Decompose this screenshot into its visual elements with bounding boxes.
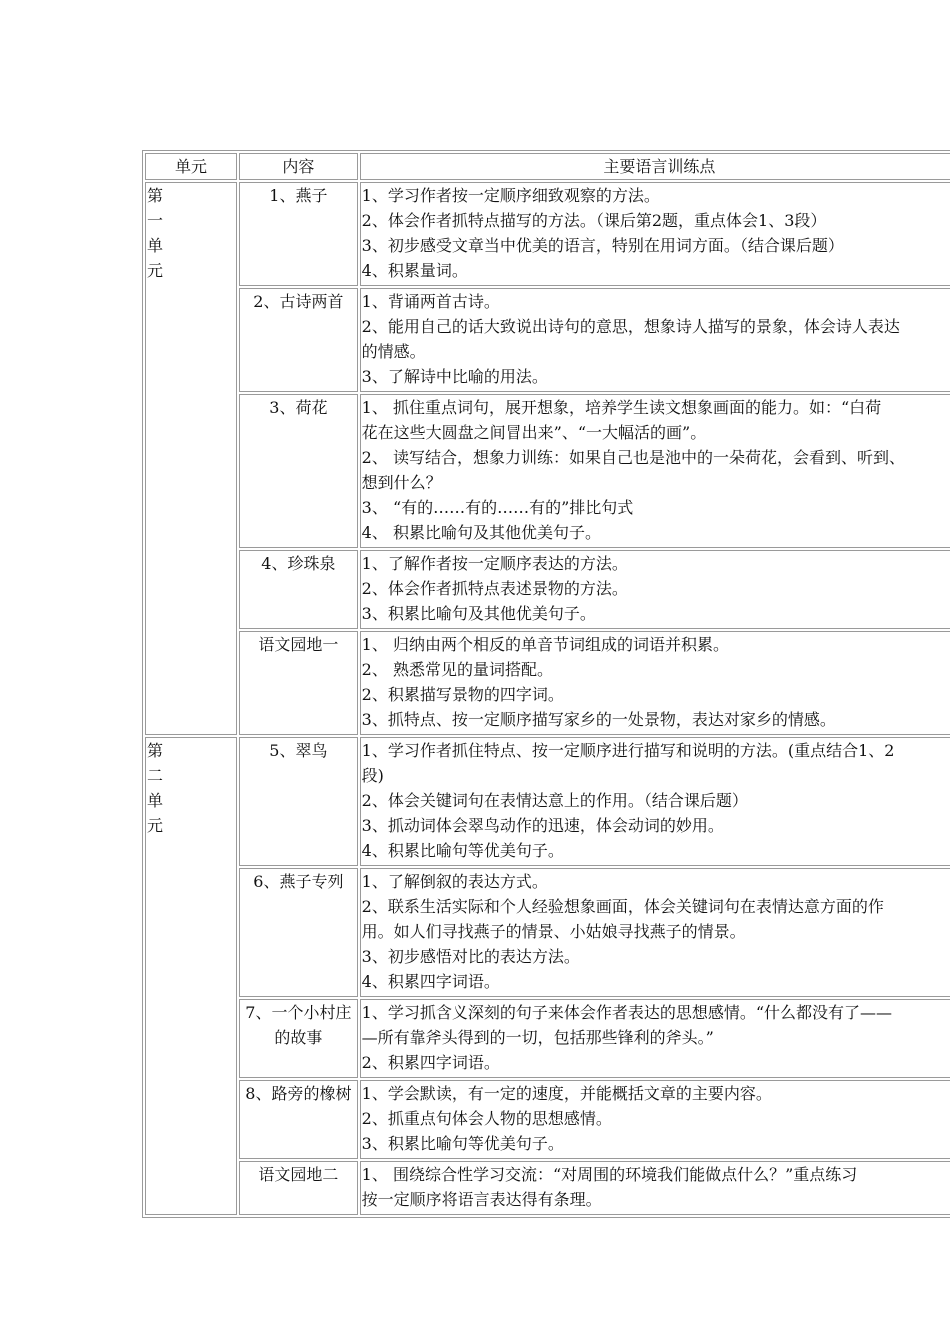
lesson-title: 2、古诗两首 xyxy=(253,292,344,311)
training-point-line: 1、学习抓含义深刻的句子来体会作者表达的思想感情。“什么都没有了—— xyxy=(361,1003,893,1022)
unit-label-char: 单 xyxy=(147,791,164,810)
lesson-title-cell xyxy=(239,868,358,997)
table-row xyxy=(145,182,950,286)
training-point-line: 花在这些大圆盘之间冒出来”、“一大幅活的画”。 xyxy=(361,423,707,442)
training-point-line: 按一定顺序将语言表达得有条理。 xyxy=(361,1190,602,1209)
header-unit: 单元 xyxy=(145,153,237,180)
training-points-cell xyxy=(360,999,950,1078)
lesson-title-cell xyxy=(239,999,358,1078)
training-point-line: 3、抓动词体会翠鸟动作的迅速，体会动词的妙用。 xyxy=(361,816,724,835)
training-point-line: 1、了解倒叙的表达方式。 xyxy=(361,872,548,891)
training-points-cell xyxy=(360,394,950,548)
unit-label-char: 二 xyxy=(147,766,164,785)
training-points-cell xyxy=(360,737,950,866)
lesson-title: 1、燕子 xyxy=(269,186,328,205)
lesson-title-cell xyxy=(239,631,358,735)
training-point-line: 2、体会作者抓特点描写的方法。（课后第2题，重点体会1、3段） xyxy=(361,211,827,230)
training-point-line: 段) xyxy=(361,766,384,785)
lesson-title-cell xyxy=(239,288,358,392)
training-point-line: 1、 围绕综合性学习交流：“对周围的环境我们能做点什么？”重点练习 xyxy=(361,1165,858,1184)
lesson-title: 5、翠鸟 xyxy=(269,741,328,760)
training-point-line: 3、了解诗中比喻的用法。 xyxy=(361,367,548,386)
table-row xyxy=(145,1080,950,1159)
lesson-title: 6、燕子专列 xyxy=(253,872,344,891)
training-point-line: 4、积累四字词语。 xyxy=(361,972,500,991)
table-row xyxy=(145,868,950,997)
training-point-line: 3、抓特点、按一定顺序描写家乡的一处景物，表达对家乡的情感。 xyxy=(361,710,836,729)
unit-label-char: 第 xyxy=(147,741,164,760)
table-row xyxy=(145,288,950,392)
table-row xyxy=(145,394,950,548)
training-point-line: 1、学习作者按一定顺序细致观察的方法。 xyxy=(361,186,660,205)
training-point-line: 2、积累四字词语。 xyxy=(361,1053,500,1072)
table-row xyxy=(145,631,950,735)
training-point-line: 3、积累比喻句及其他优美句子。 xyxy=(361,604,596,623)
unit-label-char: 一 xyxy=(147,211,164,230)
lesson-title-cell xyxy=(239,182,358,286)
table-row xyxy=(145,1161,950,1215)
training-point-line: 2、抓重点句体会人物的思想感情。 xyxy=(361,1109,612,1128)
table-row xyxy=(145,737,950,866)
training-point-line: 用。如人们寻找燕子的情景、小姑娘寻找燕子的情景。 xyxy=(361,922,746,941)
training-point-line: 2、能用自己的话大致说出诗句的意思，想象诗人描写的景象，体会诗人表达 xyxy=(361,317,900,336)
training-point-line: 1、学习作者抓住特点、按一定顺序进行描写和说明的方法。(重点结合1、2 xyxy=(361,741,895,760)
training-point-line: 3、初步感悟对比的表达方法。 xyxy=(361,947,580,966)
lesson-title-cell xyxy=(239,737,358,866)
training-point-line: 4、积累比喻句等优美句子。 xyxy=(361,841,564,860)
unit-label-char: 元 xyxy=(147,816,164,835)
training-point-line: 1、背诵两首古诗。 xyxy=(361,292,500,311)
table-header-row xyxy=(145,153,950,180)
training-point-line: 想到什么？ xyxy=(361,473,442,492)
training-point-line: —所有靠斧头得到的一切，包括那些锋利的斧头。” xyxy=(361,1028,714,1047)
unit-cell xyxy=(145,737,237,1215)
training-point-line: 3、积累比喻句等优美句子。 xyxy=(361,1134,564,1153)
training-point-line: 2、联系生活实际和个人经验想象画面，体会关键词句在表情达意方面的作 xyxy=(361,897,884,916)
lesson-title-cell xyxy=(239,1161,358,1215)
lesson-title: 3、荷花 xyxy=(269,398,328,417)
lesson-title: 语文园地二 xyxy=(258,1165,339,1184)
training-point-line: 2、积累描写景物的四字词。 xyxy=(361,685,564,704)
lesson-title-cell xyxy=(239,394,358,548)
training-points-cell xyxy=(360,868,950,997)
lesson-title: 语文园地一 xyxy=(258,635,339,654)
header-content: 内容 xyxy=(239,153,358,180)
training-points-cell xyxy=(360,550,950,629)
training-point-line: 2、体会作者抓特点表述景物的方法。 xyxy=(361,579,628,598)
training-point-line: 1、 归纳由两个相反的单音节词组成的词语并积累。 xyxy=(361,635,729,654)
lesson-title: 8、路旁的橡树 xyxy=(245,1084,352,1103)
training-point-line: 4、积累量词。 xyxy=(361,261,468,280)
training-points-cell xyxy=(360,1080,950,1159)
lesson-title: 4、珍珠泉 xyxy=(261,554,336,573)
training-point-line: 1、了解作者按一定顺序表达的方法。 xyxy=(361,554,628,573)
training-point-line: 1、 抓住重点词句，展开想象，培养学生读文想象画面的能力。如：“白荷 xyxy=(361,398,882,417)
lesson-title-cell xyxy=(239,1080,358,1159)
lesson-title: 的故事 xyxy=(274,1028,323,1047)
training-point-line: 2、 读写结合，想象力训练：如果自己也是池中的一朵荷花，会看到、听到、 xyxy=(361,448,905,467)
training-points-cell xyxy=(360,1161,950,1215)
training-point-line: 3、初步感受文章当中优美的语言，特别在用词方面。（结合课后题） xyxy=(361,236,844,255)
lesson-title-cell xyxy=(239,550,358,629)
table-row xyxy=(145,550,950,629)
table-body xyxy=(145,182,950,1215)
training-point-line: 4、 积累比喻句及其他优美句子。 xyxy=(361,523,601,542)
training-point-line: 的情感。 xyxy=(361,342,426,361)
lesson-title: 7、一个小村庄 xyxy=(245,1003,352,1022)
training-point-line: 3、 “有的……有的……有的”排比句式 xyxy=(361,498,634,517)
unit-label-char: 单 xyxy=(147,236,164,255)
training-points-cell xyxy=(360,182,950,286)
table-row xyxy=(145,999,950,1078)
training-points-cell xyxy=(360,288,950,392)
unit-label-char: 第 xyxy=(147,186,164,205)
unit-cell xyxy=(145,182,237,735)
teaching-plan-table xyxy=(142,150,950,1218)
training-points-cell xyxy=(360,631,950,735)
training-point-line: 1、学会默读，有一定的速度，并能概括文章的主要内容。 xyxy=(361,1084,772,1103)
training-point-line: 2、体会关键词句在表情达意上的作用。（结合课后题） xyxy=(361,791,748,810)
header-training-points: 主要语言训练点 xyxy=(360,153,950,180)
unit-label-char: 元 xyxy=(147,261,164,280)
training-point-line: 2、 熟悉常见的量词搭配。 xyxy=(361,660,553,679)
